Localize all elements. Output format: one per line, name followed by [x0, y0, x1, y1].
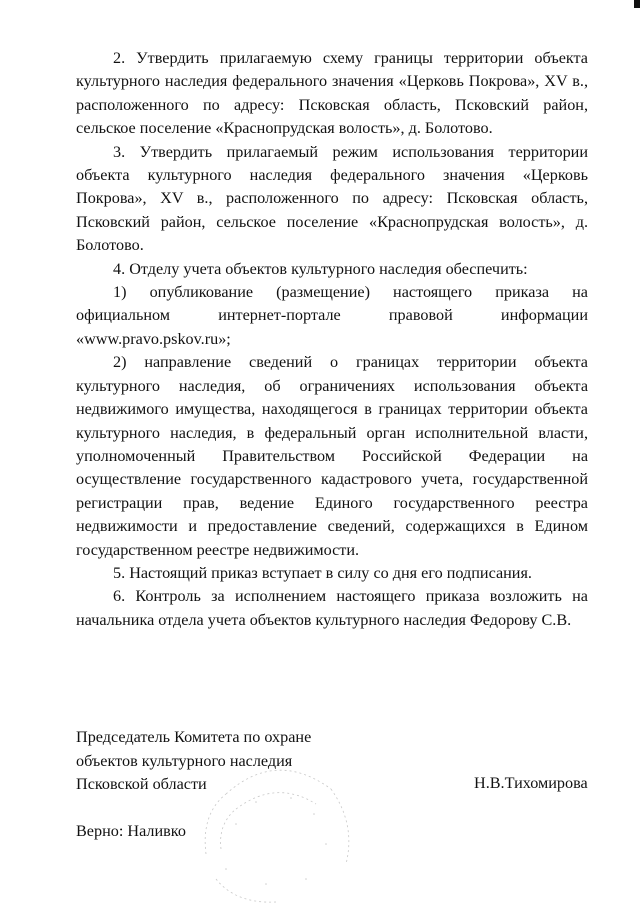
signer-name: Н.В.Тихомирова	[474, 774, 588, 792]
paragraph-4-item-1: 1) опубликование (размещение) настоящего приказа на официальном интернет-портале правовой информации «www.pravo.pskov.ru»;	[76, 283, 588, 348]
paragraph-2: 2. Утвердить прилагаемую схему границы территории объекта культурного наследия федерального значения «Церковь Покрова», XV в., расположенного по адресу: Псковская область, Псковский район, сельское поселение «Краснопрудская волость», д. Болотово.	[76, 49, 588, 138]
paragraph-4-item-2: 2) направление сведений о границах территории объекта культурного наследия, об ограничениях использования объекта недвижимого имущества, находящегося в границах территории объекта культурного наследия, в федеральный орган исполнительной власти, уполномоченный Правительством Российской Федерации на осуществление государственного кадастрового учета, государственной регистрации прав, ведение Единого государственного реестра недвижимости и предоставление сведений, содержащихся в Едином государственном реестре недвижимости.	[76, 353, 588, 559]
verified-by: Верно: Наливко	[76, 822, 186, 840]
scan-corner-mark	[634, 0, 640, 8]
position-line-3: Псковской области	[76, 775, 207, 793]
position-line-1: Председатель Комитета по охране	[76, 728, 312, 746]
paragraph-5: 5. Настоящий приказ вступает в силу со дня его подписания.	[113, 563, 532, 582]
position-line-2: объектов культурного наследия	[76, 751, 293, 770]
document-body	[76, 47, 588, 632]
paragraph-4: 4. Отделу учета объектов культурного наследия обеспечить:	[113, 259, 528, 278]
paragraph-3: 3. Утвердить прилагаемый режим использования территории объекта культурного наследия федерального значения «Церковь Покрова», XV в., расположенного по адресу: Псковская область, Псковский район, сельское поселение «Краснопрудская волость», д. Болотово.	[76, 142, 588, 255]
paragraph-6: 6. Контроль за исполнением настоящего приказа возложить на начальника отдела учета объектов культурного наследия Федорову С.В.	[76, 587, 588, 629]
